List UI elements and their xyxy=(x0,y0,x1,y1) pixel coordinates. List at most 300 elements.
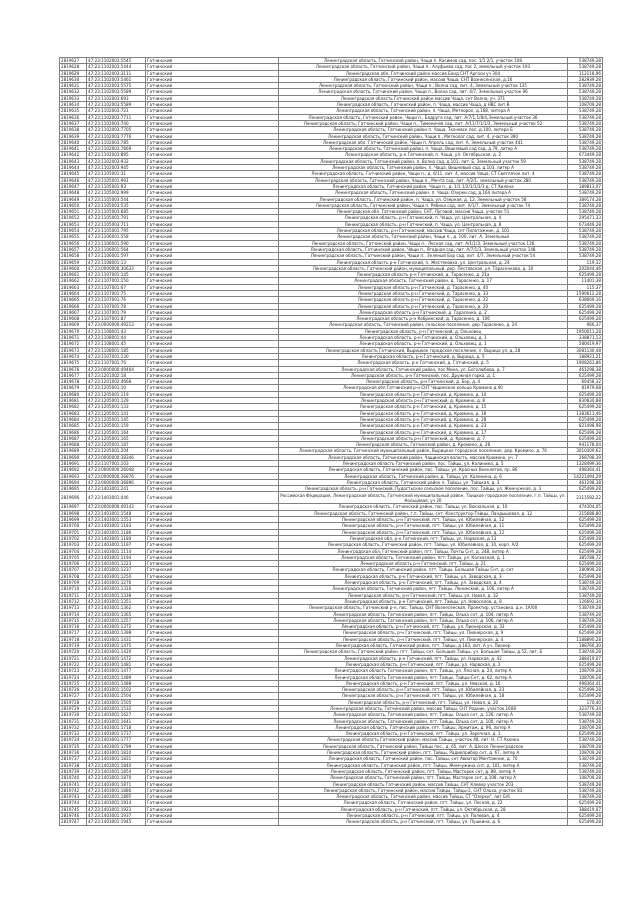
row-number-cell: 2819654 xyxy=(60,228,87,234)
cadastral-number-cell: 47:23:1403001:1183 xyxy=(87,523,146,529)
district-cell: Гатчинский xyxy=(146,391,279,397)
district-cell: Гатчинский xyxy=(146,624,279,630)
value-cell: 108709,28 xyxy=(568,775,603,781)
district-cell: Гатчинский xyxy=(146,259,279,265)
table-row xyxy=(60,492,603,504)
value-cell: 1328499,36 xyxy=(568,461,603,467)
address-cell: Ленинградская область, Гатчинский район, пгт. Тайцы, Жемчужина снт, д. 101, литер А xyxy=(279,762,568,768)
address-cell: Ленинградская область, Гатчинский район, Чащи п. Рябина сад, лит. А/1/7, Земельный участок 74 xyxy=(279,202,568,208)
district-cell: Гатчинский xyxy=(146,724,279,730)
value-cell: 625499,28 xyxy=(568,435,603,441)
cadastral-number-cell: 47:23:1403001:1504 xyxy=(87,693,146,699)
district-cell: Гатчинский xyxy=(146,567,279,573)
cadastral-number-cell: 47:23:1105001:795 xyxy=(87,228,146,234)
cadastral-number-cell: 47:23:1108001:13 xyxy=(87,259,146,265)
district-cell: Гатчинский xyxy=(146,661,279,667)
district-cell: Гатчинский xyxy=(146,668,279,674)
row-number-cell: 2819629 xyxy=(60,70,87,76)
address-cell: Ленинградская область, р-н Гатчинский, пгт. Тайцы, ул. Новая, д. 32 xyxy=(279,592,568,598)
value-cell: 119,32 xyxy=(568,259,603,265)
district-cell: Гатчинский xyxy=(146,473,279,479)
cadastral-number-cell: 47:23:1102003:5444 xyxy=(87,64,146,70)
value-cell: 170,40 xyxy=(568,699,603,705)
value-cell: 1590612,28 xyxy=(568,290,603,296)
district-cell: Гатчинский xyxy=(146,240,279,246)
cadastral-number-cell: 47:23:1403001:1398 xyxy=(87,630,146,636)
district-cell: Гатчинский xyxy=(146,202,279,208)
value-cell: 538749,28 xyxy=(568,158,603,164)
value-cell: 202044,46 xyxy=(568,265,603,271)
value-cell: 188766,30 xyxy=(568,643,603,649)
district-cell: Гатчинский xyxy=(146,76,279,82)
cadastral-number-cell: 47:23:1201002:18 xyxy=(87,372,146,378)
value-cell: 673449,28 xyxy=(568,221,603,227)
row-number-cell: 2819672 xyxy=(60,341,87,347)
address-cell: Ленинградская область, р-н Гатчинский, Пудостьское сельское поселение, пос. Тайцы, ул. Жемчужная, д. 3 xyxy=(279,486,568,492)
row-number-cell: 2819719 xyxy=(60,643,87,649)
address-cell: Ленинградская область, р-н Гатчинский, пгт. Тайцы, ул. Заводская, д. 4 xyxy=(279,580,568,586)
cadastral-number-cell: 47:23:1403001:1237 xyxy=(87,567,146,573)
district-cell: Гатчинский xyxy=(146,787,279,793)
row-number-cell: 2819720 xyxy=(60,649,87,655)
address-cell: Ленинградская область, Гатчинский район, Чащи п., Волна сад, лит. 4, Земельный участок 135 xyxy=(279,83,568,89)
cadastral-number-cell: 47:23:0000000:49143 xyxy=(87,504,146,510)
row-number-cell: 2819666 xyxy=(60,303,87,309)
value-cell: 112118,96 xyxy=(568,70,603,76)
address-cell: Ленинградская область, р-н Гатчинский, пгт. Тайцы, ул. Невская, д. 16 xyxy=(279,680,568,686)
row-number-cell: 2819667 xyxy=(60,309,87,315)
value-cell: 625499,28 xyxy=(568,800,603,806)
district-cell: Гатчинский xyxy=(146,467,279,473)
value-cell: 115,37 xyxy=(568,284,603,290)
address-cell: Ленинградская обл. Гатчинский район, СНТ, Луговой, массив Чаща, участок 51 xyxy=(279,209,568,215)
cadastral-number-cell: 47:23:0000000:49464 xyxy=(87,366,146,372)
row-number-cell: 2819706 xyxy=(60,561,87,567)
value-cell: 538749,28 xyxy=(568,133,603,139)
district-cell: Гатчинский xyxy=(146,611,279,617)
district-cell: Гатчинский xyxy=(146,605,279,611)
cadastral-number-cell: 47:23:0000000:49213 xyxy=(87,322,146,328)
value-cell: 538749,28 xyxy=(568,768,603,774)
cadastral-number-cell: 47:23:0000000:36896 xyxy=(87,479,146,485)
address-cell: Ленинградская область, Гатчинский район, п. Чаща, Вишневый сад сад, д.79, литер А xyxy=(279,146,568,152)
address-cell: Ленинградская область, Гатчинский район, пос. Тайцы, ул. Красных Военлетов, пр. 86 xyxy=(279,467,568,473)
cadastral-number-cell: 47:23:1403001:1180 xyxy=(87,535,146,541)
address-cell: Ленинградская область, р-н Гатчинский, массив Чаща, снт Пилотажник, д. 101 xyxy=(279,228,568,234)
cadastral-number-cell: 47:23:1106001:597 xyxy=(87,253,146,259)
row-number-cell: 2819701 xyxy=(60,529,87,535)
cadastral-number-cell: 47:23:1403001:1223 xyxy=(87,561,146,567)
row-number-cell: 2819668 xyxy=(60,316,87,322)
cadastral-number-cell: 47:23:1205001:141 xyxy=(87,410,146,416)
cadastral-number-cell: 47:23:1205001:133 xyxy=(87,404,146,410)
row-number-cell: 2819744 xyxy=(60,800,87,806)
value-cell: 625499,28 xyxy=(568,731,603,737)
row-number-cell: 2819727 xyxy=(60,693,87,699)
district-cell: Гатчинский xyxy=(146,360,279,366)
value-cell: 538749,28 xyxy=(568,586,603,592)
row-number-cell: 2819628 xyxy=(60,64,87,70)
row-number-cell: 2819742 xyxy=(60,787,87,793)
district-cell: Гатчинский xyxy=(146,328,279,334)
district-cell: Гатчинский xyxy=(146,655,279,661)
district-cell: Гатчинский xyxy=(146,762,279,768)
address-cell: Ленинградская область, Гатчинский район, массив Тайцы, Тайцы-2, СНТ Ольха, участок 83 xyxy=(279,787,568,793)
address-cell: Ленинградская область, Гатчинский район, массив Тайцы, СНТ Родник, участок 1608 xyxy=(279,705,568,711)
cadastral-number-cell: 47:23:1403001:1627 xyxy=(87,712,146,718)
value-cell: 389174,28 xyxy=(568,196,603,202)
district-cell: Гатчинский xyxy=(146,366,279,372)
value-cell: 941178,04 xyxy=(568,442,603,448)
address-cell: Ленинградская область р-н Гатчинский, д. Тарасенко, д. 20 xyxy=(279,303,568,309)
cadastral-value-table xyxy=(59,57,603,826)
address-cell: Ленинградская область, р-н Гатчинский, пгт. Тайцы, ул. Нарвская, д. 2 xyxy=(279,661,568,667)
address-cell: Ленинградская область р-н Гатчинский, д. Кромино, д. 23 xyxy=(279,423,568,429)
address-cell: Ленинградская область, Гатчинский район, Чащи п., Тимоничев сад, лит. А/11/7/1/1/3, Земельный участок 52 xyxy=(279,120,568,126)
value-cell: 280999,28 xyxy=(568,567,603,573)
address-cell: Ленинградская область р-н Гатчинский, д. Кромино, д. 15 xyxy=(279,404,568,410)
row-number-cell: 2819673 xyxy=(60,347,87,353)
address-cell: Ленинградская область, Гатчинский район, пгт. Тайцы, Эрмитаж, д. 96, литер А xyxy=(279,724,568,730)
value-cell: 81979,08 xyxy=(568,385,603,391)
address-cell: Ленинградская область р-н Гатчинский, д. Тарасенко, д. 21а xyxy=(279,272,568,278)
cadastral-number-cell: 47:23:1102003:7711 xyxy=(87,114,146,120)
value-cell: 538749,28 xyxy=(568,240,603,246)
district-cell: Гатчинский xyxy=(146,423,279,429)
district-cell: Гатчинский xyxy=(146,743,279,749)
cadastral-number-cell: 47:23:1108001:45 xyxy=(87,341,146,347)
cadastral-number-cell: 47:23:1107001:76 xyxy=(87,297,146,303)
value-cell: 625499,28 xyxy=(568,523,603,529)
district-cell: Гатчинский xyxy=(146,120,279,126)
value-cell: 1383611,46 xyxy=(568,410,603,416)
value-cell: 625499,28 xyxy=(568,316,603,322)
address-cell: Ленинградская область, Гатчинский район, Чащи п., Мечта сад, лит. А/2/1, земельный участок 280 xyxy=(279,177,568,183)
value-cell: 126692,34 xyxy=(568,598,603,604)
district-cell: Гатчинский xyxy=(146,737,279,743)
row-number-cell: 2819702 xyxy=(60,535,87,541)
row-number-cell: 2819627 xyxy=(60,58,87,64)
row-number-cell: 2819690 xyxy=(60,454,87,460)
value-cell: 268798,39 xyxy=(568,454,603,460)
district-cell: Гатчинский xyxy=(146,108,279,114)
value-cell: 538749,28 xyxy=(568,781,603,787)
value-cell: 625499,28 xyxy=(568,486,603,492)
cadastral-number-cell: 47:23:1403001:1840 xyxy=(87,762,146,768)
row-number-cell: 2819688 xyxy=(60,442,87,448)
row-number-cell: 2819637 xyxy=(60,120,87,126)
row-number-cell: 2819640 xyxy=(60,139,87,145)
cadastral-number-cell: 47:23:1403001:1553 xyxy=(87,517,146,523)
row-number-cell: 2819714 xyxy=(60,611,87,617)
address-cell: Ленинградская область, р-н Гатчинский, пгт. Тайцы, ул. Юбилейная, д. 12 xyxy=(279,529,568,535)
cadastral-number-cell: 47:23:1403001:1351 xyxy=(87,598,146,604)
district-cell: Гатчинский xyxy=(146,768,279,774)
cadastral-number-cell: 47:23:1403001:1505 xyxy=(87,699,146,705)
address-cell: Ленинградская область, Гатчинский район, Чащи п., Волна сад, лит. 4/7, Земельный участок 96 xyxy=(279,89,568,95)
value-cell: 538749,28 xyxy=(568,171,603,177)
cadastral-number-cell: 47:23:1403001:446 xyxy=(87,492,146,504)
address-cell: Ленинградская область, р-н Гатчинский, д. Вырица, д. 5 xyxy=(279,353,568,359)
address-cell: Ленинградская область, Гатчинский район, Чащи п., Зеленый Бор сад, лит. 4/7, Земельный участок 54 xyxy=(279,253,568,259)
value-cell: 538749,28 xyxy=(568,209,603,215)
row-number-cell: 2819745 xyxy=(60,806,87,812)
district-cell: Гатчинский xyxy=(146,756,279,762)
cadastral-number-cell: 47:23:1403001:1641 xyxy=(87,718,146,724)
value-cell: 625499,28 xyxy=(568,693,603,699)
district-cell: Гатчинский xyxy=(146,674,279,680)
address-cell: Ленинградская область р-н Гатчинский, д. Кромино, д. 10 xyxy=(279,391,568,397)
district-cell: Гатчинский xyxy=(146,385,279,391)
cadastral-number-cell: 47:23:1102003:7776 xyxy=(87,133,146,139)
row-number-cell: 2819721 xyxy=(60,655,87,661)
address-cell: Ленинградская область, Гатчинский район п. Тайцы, ул. Тайцкая, д. 3 xyxy=(279,479,568,485)
district-cell: Гатчинский xyxy=(146,699,279,705)
address-cell: Ленинградская область, Гатчинский район, массив Чаща, СНТ Вознесенская, д.16 xyxy=(279,76,568,82)
cadastral-number-cell: 47:23:1107001:150 xyxy=(87,278,146,284)
value-cell: 498364,41 xyxy=(568,680,603,686)
cadastral-number-cell: 47:23:1403001:1737 xyxy=(87,731,146,737)
cadastral-number-cell: 47:23:1403001:1481 xyxy=(87,661,146,667)
value-cell: 538749,28 xyxy=(568,580,603,586)
address-cell: Ленинградская область, р-н Гатчинский, пгт. Тайцы, ул. Юбилейная, д. 12 xyxy=(279,517,568,523)
district-cell: Гатчинский xyxy=(146,196,279,202)
row-number-cell: 2819648 xyxy=(60,190,87,196)
cadastral-number-cell: 47:23:1102003:785 xyxy=(87,139,146,145)
district-cell: Гатчинский xyxy=(146,265,279,271)
address-cell: Ленинградская область Гатчинский район, массив Тайцы, СНТ Клевер участок 203 xyxy=(279,781,568,787)
value-cell: 625499,28 xyxy=(568,309,603,315)
row-number-cell: 2819670 xyxy=(60,328,87,334)
value-cell: 1908263,86 xyxy=(568,360,603,366)
district-cell: Гатчинский xyxy=(146,461,279,467)
value-cell: 538749,28 xyxy=(568,762,603,768)
cadastral-number-cell: 47:23:1107001:103 xyxy=(87,461,146,467)
cadastral-number-cell: 47:23:1107001:145 xyxy=(87,272,146,278)
address-cell: Ленинградская область р-н Гатчинский, д. Тарасенко, д. 33 xyxy=(279,290,568,296)
district-cell: Гатчинский xyxy=(146,228,279,234)
row-number-cell: 2819638 xyxy=(60,127,87,133)
district-cell: Гатчинский xyxy=(146,398,279,404)
cadastral-number-cell: 47:23:1205001:145 xyxy=(87,416,146,422)
cadastral-number-cell: 47:23:1102003:3111 xyxy=(87,70,146,76)
district-cell: Гатчинский xyxy=(146,442,279,448)
value-cell: 625499,28 xyxy=(568,819,603,825)
address-cell: Ленинградская область, Гатчинский район, п. Волна сад, д.101, лит. Б, Земельный участок 59 xyxy=(279,158,568,164)
district-cell: Гатчинский xyxy=(146,353,279,359)
address-cell: Ленинградская область р-н Гатчинский, д. Тарасенко, д. 2 xyxy=(279,309,568,315)
value-cell: 215688,80 xyxy=(568,510,603,516)
row-number-cell: 2819652 xyxy=(60,215,87,221)
district-cell: Гатчинский xyxy=(146,542,279,548)
row-number-cell: 2819735 xyxy=(60,743,87,749)
address-cell: Ленинградская область, Гатчинский район п. Чаща, Ткачевск пос. д.100, литера Б xyxy=(279,127,568,133)
district-cell: Гатчинский xyxy=(146,335,279,341)
address-cell: Ленинградская область, Гатчинский район, пгт. Тайцы, Радиоприбор снт, д. 67, литер А xyxy=(279,750,568,756)
row-number-cell: 2819686 xyxy=(60,429,87,435)
district-cell: Гатчинский xyxy=(146,479,279,485)
cadastral-number-cell: 47:23:1102003:5461 xyxy=(87,76,146,82)
district-cell: Гатчинский xyxy=(146,410,279,416)
row-number-cell: 2819697 xyxy=(60,504,87,510)
district-cell: Гатчинский xyxy=(146,158,279,164)
row-number-cell: 2819643 xyxy=(60,158,87,164)
district-cell: Гатчинский xyxy=(146,284,279,290)
address-cell: Ленинградская область, Гатчинский район, Чащи п., Ягодная сад, лит. А/7/1/3, Земельный участок 148 xyxy=(279,246,568,252)
cadastral-number-cell: 47:23:1107001:78 xyxy=(87,303,146,309)
cadastral-number-cell: 47:23:1107001:79 xyxy=(87,309,146,315)
district-cell: Гатчинский xyxy=(146,813,279,819)
district-cell: Гатчинский xyxy=(146,290,279,296)
district-cell: Гатчинский xyxy=(146,731,279,737)
row-number-cell: 2819645 xyxy=(60,171,87,177)
value-cell: 638669,16 xyxy=(568,297,603,303)
cadastral-number-cell: 47:23:1102003:5589 xyxy=(87,102,146,108)
address-cell: Ленинградская область, Гатчинский район, Тайцы пос., д. 65, лит. А, Шоссе Ленинградское xyxy=(279,743,568,749)
cadastral-number-cell: 47:23:1403001:1472 xyxy=(87,655,146,661)
row-number-cell: 2819743 xyxy=(60,794,87,800)
cadastral-number-cell: 47:23:1403001:1870 xyxy=(87,775,146,781)
row-number-cell: 2819642 xyxy=(60,152,87,158)
row-number-cell: 2819691 xyxy=(60,461,87,467)
address-cell: Ленинградская область Гатчинский район, пгт. Тайцы, Тайцы-Снт, д. 62, литер А xyxy=(279,674,568,680)
value-cell: 538749,28 xyxy=(568,617,603,623)
value-cell: 625499,28 xyxy=(568,548,603,554)
cadastral-number-cell: 47:23:1205001:119 xyxy=(87,391,146,397)
value-cell: 538749,28 xyxy=(568,234,603,240)
row-number-cell: 2819726 xyxy=(60,687,87,693)
district-cell: Гатчинский xyxy=(146,83,279,89)
row-number-cell: 2819716 xyxy=(60,624,87,630)
district-cell: Гатчинский xyxy=(146,718,279,724)
value-cell: 538749,28 xyxy=(568,202,603,208)
value-cell: 538749,28 xyxy=(568,712,603,718)
district-cell: Гатчинский xyxy=(146,64,279,70)
address-cell: Ленинградская область р-н Гатчинский, д. Кромино, д. 8 xyxy=(279,398,568,404)
district-cell: Гатчинский xyxy=(146,372,279,378)
cadastral-number-cell: 47:23:1403001:1548 xyxy=(87,510,146,516)
address-cell: Ленинградская область, Гатчинский район, пгт. Тайцы, Ленинский, д. 106, литер А xyxy=(279,586,568,592)
address-cell: Ленинградская область, р-н Гатчинский, пгт. Тайцы, ул. Заречная, д. 1 xyxy=(279,731,568,737)
cadastral-number-cell: 47:23:1102003:5545 xyxy=(87,58,146,64)
address-cell: Ленинградская область, р-н Гатчинский, пгт. Тайцы, ул. Полевая, д. 4 xyxy=(279,813,568,819)
district-cell: Гатчинский xyxy=(146,183,279,189)
row-number-cell: 2819660 xyxy=(60,265,87,271)
address-cell: Ленинградская область, Гатчинский район, п. Чаща, Метеорол, д.168, литера А xyxy=(279,108,568,114)
cadastral-number-cell: 47:23:1205001:187 xyxy=(87,442,146,448)
value-cell: 625499,28 xyxy=(568,517,603,523)
district-cell: Гатчинский xyxy=(146,504,279,510)
value-cell: 625499,28 xyxy=(568,535,603,541)
address-cell: Ленинградская область, р-н Гатчинский, пгт. Тайцы, ул. Юбилейная, д. 23 xyxy=(279,687,568,693)
row-number-cell: 2819728 xyxy=(60,699,87,705)
address-cell: Ленинградская область, Гатчинский район, г.п. Тайцы, снт. Конструктор-Тайцы, Ландышевая, д. 12 xyxy=(279,510,568,516)
value-cell: 538749,28 xyxy=(568,787,603,793)
value-cell: 108709,28 xyxy=(568,750,603,756)
address-cell: Ленинградская область р-н Гатчинский, д. Кромино, д. 7 xyxy=(279,435,568,441)
address-cell: Ленинградская область, Гатчинский район, пгт. Тайцы, Ольха снт, д. 126, литер А xyxy=(279,712,568,718)
value-cell: 538749,28 xyxy=(568,58,603,64)
address-cell: Ленинградская область, Гатчинский район, д. Тайцы, ул. Калинина, д. 6 xyxy=(279,473,568,479)
value-cell: 538749,28 xyxy=(568,246,603,252)
row-number-cell: 2819664 xyxy=(60,290,87,296)
row-number-cell: 2819700 xyxy=(60,523,87,529)
row-number-cell: 2819681 xyxy=(60,398,87,404)
row-number-cell: 2819631 xyxy=(60,83,87,89)
cadastral-number-cell: 47:23:1105003:711 xyxy=(87,221,146,227)
address-cell: Ленинградская область, Гатчинский район, пгт. Тайцы, Большая Тайцы Снт, д. снт xyxy=(279,567,568,573)
cadastral-number-cell: 47:23:1102003:693 xyxy=(87,95,146,101)
address-cell: Ленинградская область, р-н Гатчинский, пгт. Тайцы, ул. Новая, д. 20 xyxy=(279,699,568,705)
row-number-cell: 2819694 xyxy=(60,479,87,485)
cadastral-number-cell: 47:23:1403001:1365 xyxy=(87,611,146,617)
cadastral-number-cell: 47:23:1108001:43 xyxy=(87,328,146,334)
row-number-cell: 2819644 xyxy=(60,165,87,171)
value-cell: 14221494,29 xyxy=(568,473,603,479)
row-number-cell: 2819731 xyxy=(60,718,87,724)
row-number-cell: 2819693 xyxy=(60,473,87,479)
address-cell: Российская Федерация, Ленинградская область, Гатчинский муниципальный район, Таицкое городское поселение, г.п. Тайцы, ул. Кольцевая, уч 20 xyxy=(280,492,566,503)
row-number-cell: 2819685 xyxy=(60,423,87,429)
row-number-cell: 2819677 xyxy=(60,372,87,378)
row-number-cell: 2819663 xyxy=(60,284,87,290)
value-cell: 538749,28 xyxy=(568,120,603,126)
district-cell: Гатчинский xyxy=(146,316,279,322)
address-cell: Ленинградская область, р-н Гатчинский, пгт. Тайцы, ул. Нарвская, д. 42 xyxy=(279,655,568,661)
row-number-cell: 2819704 xyxy=(60,548,87,554)
district-cell: Гатчинский xyxy=(146,781,279,787)
cadastral-number-cell: 47:23:1105003:544 xyxy=(87,196,146,202)
cadastral-number-cell: 47:23:1403001:1420 xyxy=(87,649,146,655)
cadastral-number-cell: 47:23:1403001:1718 xyxy=(87,724,146,730)
district-cell: Гатчинский xyxy=(146,592,279,598)
row-number-cell: 2819715 xyxy=(60,617,87,623)
row-number-cell: 2819725 xyxy=(60,680,87,686)
cadastral-number-cell: 47:23:1205001:10 xyxy=(87,385,146,391)
cadastral-number-cell: 47:23:0000000:30633 xyxy=(87,265,146,271)
address-cell: Ленинградская область р-н Гатчинский, д. Кромино, д. 17 xyxy=(279,429,568,435)
value-cell: 625499,28 xyxy=(568,687,603,693)
row-number-cell: 2819653 xyxy=(60,221,87,227)
row-number-cell: 2819684 xyxy=(60,416,87,422)
value-cell: 538749,28 xyxy=(568,794,603,800)
value-cell: 338871,13 xyxy=(568,335,603,341)
address-cell: Ленинградская область, Гатчинский район, п. Чаща, Озерки сад, д.164 литера А xyxy=(279,190,568,196)
address-cell: Ленинградская область р-н Кобринский, д. Тарасенко, д. 106 xyxy=(279,316,568,322)
row-number-cell: 2819641 xyxy=(60,146,87,152)
cadastral-number-cell: 47:23:0000000:26048 xyxy=(87,467,146,473)
address-cell: Ленинградская область, Гатчинский район, пгт. Тайцы, Мастерок снт, д. 88, литер А xyxy=(279,768,568,774)
value-cell: 388419,07 xyxy=(568,655,603,661)
row-number-cell: 2819680 xyxy=(60,391,87,397)
cadastral-number-cell: 47:23:1403001:1276 xyxy=(87,580,146,586)
value-cell: 625499,28 xyxy=(568,272,603,278)
address-cell: Ленинградская область, Гатчинский район, муниципальный, дер. Пестовская, ул. Тарасенкова, д. 10 xyxy=(279,265,568,271)
cadastral-number-cell: 47:23:1403001:1945 xyxy=(87,819,146,825)
row-number-cell: 2819675 xyxy=(60,360,87,366)
value-cell: 538749,28 xyxy=(568,95,603,101)
address-cell: Ленинградская область, Гатчинский район, пгт. Тайцы, д 183, лит. А уч. Пионер xyxy=(279,643,568,649)
value-cell: 323776,34 xyxy=(568,705,603,711)
value-cell: 538749,28 xyxy=(568,114,603,120)
value-cell: 538749,28 xyxy=(568,737,603,743)
cadastral-number-cell: 47:23:1102003:7705 xyxy=(87,127,146,133)
district-cell: Гатчинский xyxy=(146,347,279,353)
row-number-cell: 2819732 xyxy=(60,724,87,730)
cadastral-number-cell: 47:23:1403001:1777 xyxy=(87,737,146,743)
row-number-cell: 2819723 xyxy=(60,668,87,674)
district-cell: Гатчинский xyxy=(146,486,279,492)
